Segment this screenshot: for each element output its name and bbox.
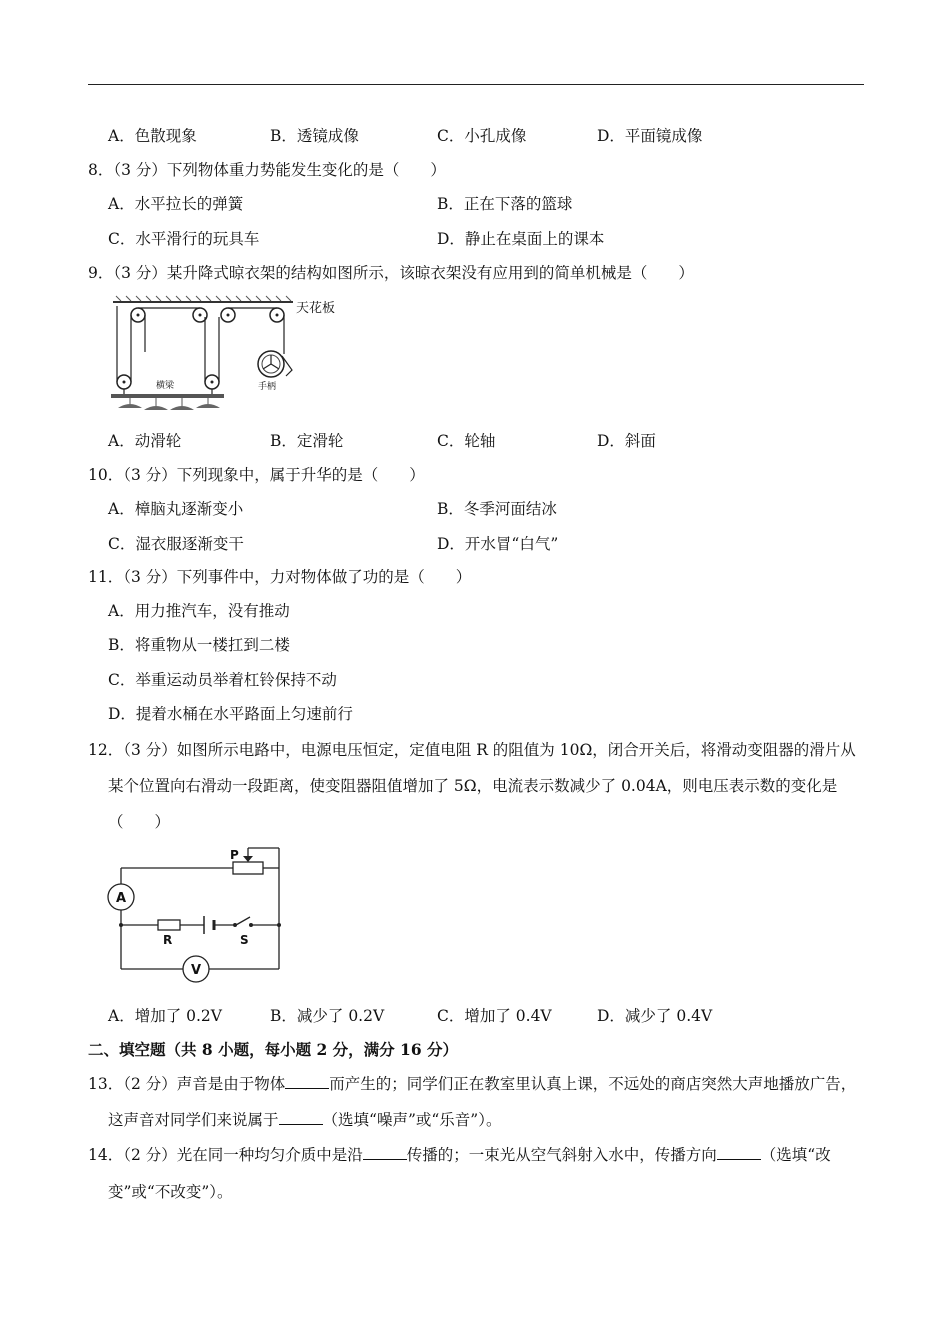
text-segment: 而产生的；同学们正在教室里认真上课，不远处的商店突然大声地播放广告， bbox=[329, 1075, 857, 1093]
text-segment: 传播的；一束光从空气斜射入水中，传播方向 bbox=[406, 1146, 717, 1164]
crank-label: 手柄 bbox=[258, 382, 277, 392]
ceiling-label: 天花板 bbox=[296, 301, 336, 316]
option-b: B．正在下落的篮球 bbox=[437, 195, 573, 213]
question-line-1 bbox=[88, 1145, 831, 1165]
option-c: C．轮轴 bbox=[437, 432, 496, 450]
text-segment: （选填“噪声”或“乐音”）。 bbox=[322, 1111, 502, 1129]
option-c: C．增加了 0.4V bbox=[437, 1007, 552, 1025]
question-stem: 11．（3 分）下列事件中，力对物体做了功的是（ ） bbox=[88, 568, 472, 586]
option-b: B．减少了 0.2V bbox=[270, 1007, 385, 1025]
option-c: C．小孔成像 bbox=[437, 127, 527, 145]
header-rule bbox=[88, 84, 864, 85]
option-d: D．斜面 bbox=[597, 432, 656, 450]
option-d: D．开水冒“白气” bbox=[437, 535, 559, 553]
text-segment: 这声音对同学们来说属于 bbox=[108, 1111, 279, 1129]
question-stem: 10．（3 分）下列现象中，属于升华的是（ ） bbox=[88, 466, 425, 484]
clothes-rack-figure bbox=[108, 292, 348, 417]
resistor-label: R bbox=[163, 933, 173, 947]
option-a: A．动滑轮 bbox=[108, 432, 182, 450]
option-a: A．增加了 0.2V bbox=[108, 1007, 222, 1025]
section-heading: 二、填空题（共 8 小题，每小题 2 分，满分 16 分） bbox=[88, 1040, 459, 1059]
option-a: A．色散现象 bbox=[108, 127, 197, 145]
slider-label: P bbox=[230, 848, 239, 862]
text-segment: 14．（2 分）光在同一种均匀介质中是沿 bbox=[88, 1146, 363, 1164]
text-segment: 13．（2 分）声音是由于物体 bbox=[88, 1075, 286, 1093]
option-b: B．定滑轮 bbox=[270, 432, 344, 450]
answer-blank bbox=[279, 1110, 323, 1125]
question-line-1 bbox=[88, 1074, 856, 1094]
question-stem-line-1: 12．（3 分）如图所示电路中，电源电压恒定，定值电阻 R 的阻值为 10Ω，闭合开关后，将滑动变阻器的滑片从 bbox=[88, 741, 856, 759]
option-c: C．湿衣服逐渐变干 bbox=[108, 535, 244, 553]
switch-label: S bbox=[240, 933, 249, 947]
option-a: A．用力推汽车，没有推动 bbox=[108, 602, 290, 620]
question-stem: 9．（3 分）某升降式晾衣架的结构如图所示，该晾衣架没有应用到的简单机械是（ ） bbox=[88, 264, 694, 282]
option-c: C．举重运动员举着杠铃保持不动 bbox=[108, 671, 337, 689]
option-b: B．将重物从一楼扛到二楼 bbox=[108, 636, 290, 654]
beam-label: 横梁 bbox=[156, 381, 175, 391]
question-stem-line-3: （ ） bbox=[108, 813, 171, 831]
option-c: C．水平滑行的玩具车 bbox=[108, 230, 260, 248]
option-d: D．静止在桌面上的课本 bbox=[437, 230, 605, 248]
circuit-figure bbox=[105, 842, 290, 982]
question-stem: 8．（3 分）下列物体重力势能发生变化的是（ ） bbox=[88, 161, 446, 179]
option-d: D．平面镜成像 bbox=[597, 127, 703, 145]
question-stem-line-2: 某个位置向右滑动一段距离，使变阻器阻值增加了 5Ω，电流表示数减少了 0.04A，则电压表示数的变化是 bbox=[108, 777, 838, 795]
ammeter-label: A bbox=[116, 891, 127, 906]
option-d: D．提着水桶在水平路面上匀速前行 bbox=[108, 705, 353, 723]
option-a: A．樟脑丸逐渐变小 bbox=[108, 500, 244, 518]
question-line-2 bbox=[108, 1110, 501, 1130]
answer-blank bbox=[285, 1074, 329, 1089]
voltmeter-label: V bbox=[191, 963, 202, 978]
text-segment: （选填“改 bbox=[760, 1146, 831, 1164]
option-b: B．冬季河面结冰 bbox=[437, 500, 557, 518]
question-line-2: 变”或“不改变”）。 bbox=[108, 1183, 233, 1201]
option-b: B．透镜成像 bbox=[270, 127, 359, 145]
answer-blank bbox=[717, 1145, 761, 1160]
answer-blank bbox=[363, 1145, 407, 1160]
option-a: A．水平拉长的弹簧 bbox=[108, 195, 244, 213]
option-d: D．减少了 0.4V bbox=[597, 1007, 713, 1025]
